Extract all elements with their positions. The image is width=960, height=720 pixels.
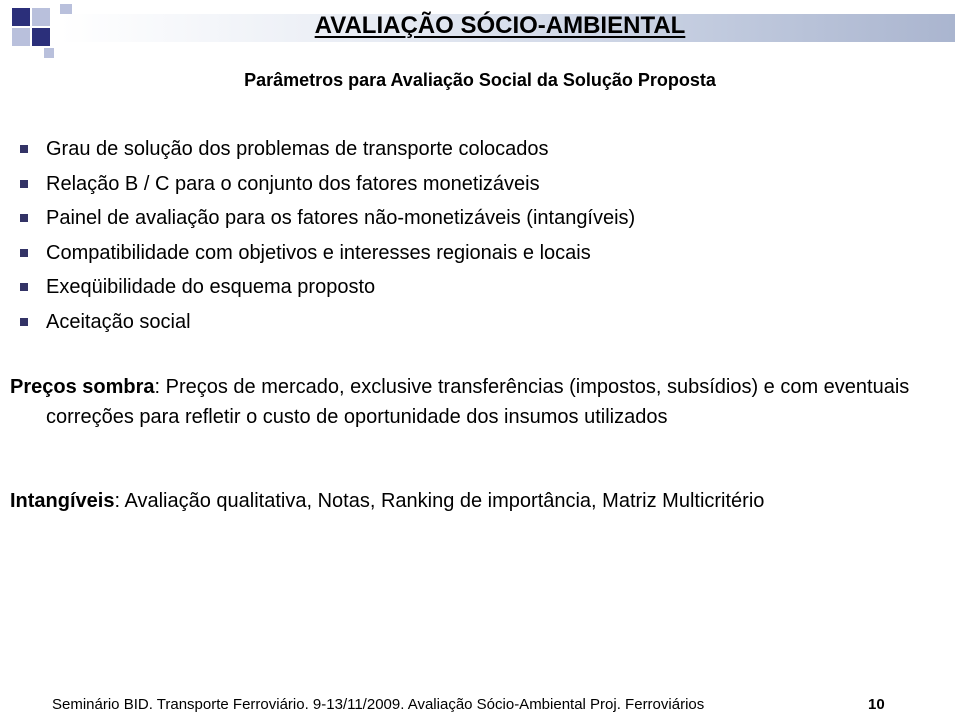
- list-item: [20, 134, 940, 169]
- list-item-text: Grau de solução dos problemas de transporte colocados: [46, 138, 549, 160]
- intangibles-text: : Avaliação qualitativa, Notas, Ranking de importância, Matriz Multicritério: [114, 490, 765, 512]
- shadow-prices-paragraph: [10, 372, 945, 432]
- list-item: [20, 203, 940, 238]
- slide-title: AVALIAÇÃO SÓCIO-AMBIENTAL: [314, 12, 686, 39]
- page-number: 10: [868, 696, 885, 713]
- square-bullet-icon: [20, 283, 28, 291]
- bullet-list: [20, 134, 940, 341]
- shadow-prices-label: Preços sombra: [10, 376, 155, 398]
- list-item: [20, 169, 940, 204]
- slide-subtitle: Parâmetros para Avaliação Social da Solução Proposta: [244, 70, 716, 90]
- shadow-prices-text: : Preços de mercado, exclusive transferências (impostos, subsídios) e com eventuais correções para refletir o custo de oportunidade dos insumos utilizados: [46, 376, 910, 428]
- list-item-text: Relação B / C para o conjunto dos fatores monetizáveis: [46, 172, 540, 195]
- square-bullet-icon: [20, 145, 28, 153]
- square-bullet-icon: [20, 214, 28, 222]
- intangibles-label: Intangíveis: [10, 490, 115, 512]
- list-item-text: Aceitação social: [46, 310, 191, 333]
- list-item: [20, 307, 940, 342]
- list-item-text: Compatibilidade com objetivos e interesses regionais e locais: [46, 241, 591, 264]
- list-item: [20, 238, 940, 273]
- list-item-text: Painel de avaliação para os fatores não-monetizáveis (intangíveis): [46, 207, 636, 229]
- intangibles-paragraph: [10, 486, 945, 516]
- list-item-text: Exeqüibilidade do esquema proposto: [46, 276, 376, 298]
- footer-text: Seminário BID. Transporte Ferroviário. 9-13/11/2009. Avaliação Sócio-Ambiental Proj. Ferroviários: [52, 696, 705, 713]
- square-bullet-icon: [20, 249, 28, 257]
- list-item: [20, 272, 940, 307]
- deco-square-light-4: [44, 48, 54, 58]
- square-bullet-icon: [20, 180, 28, 188]
- square-bullet-icon: [20, 318, 28, 326]
